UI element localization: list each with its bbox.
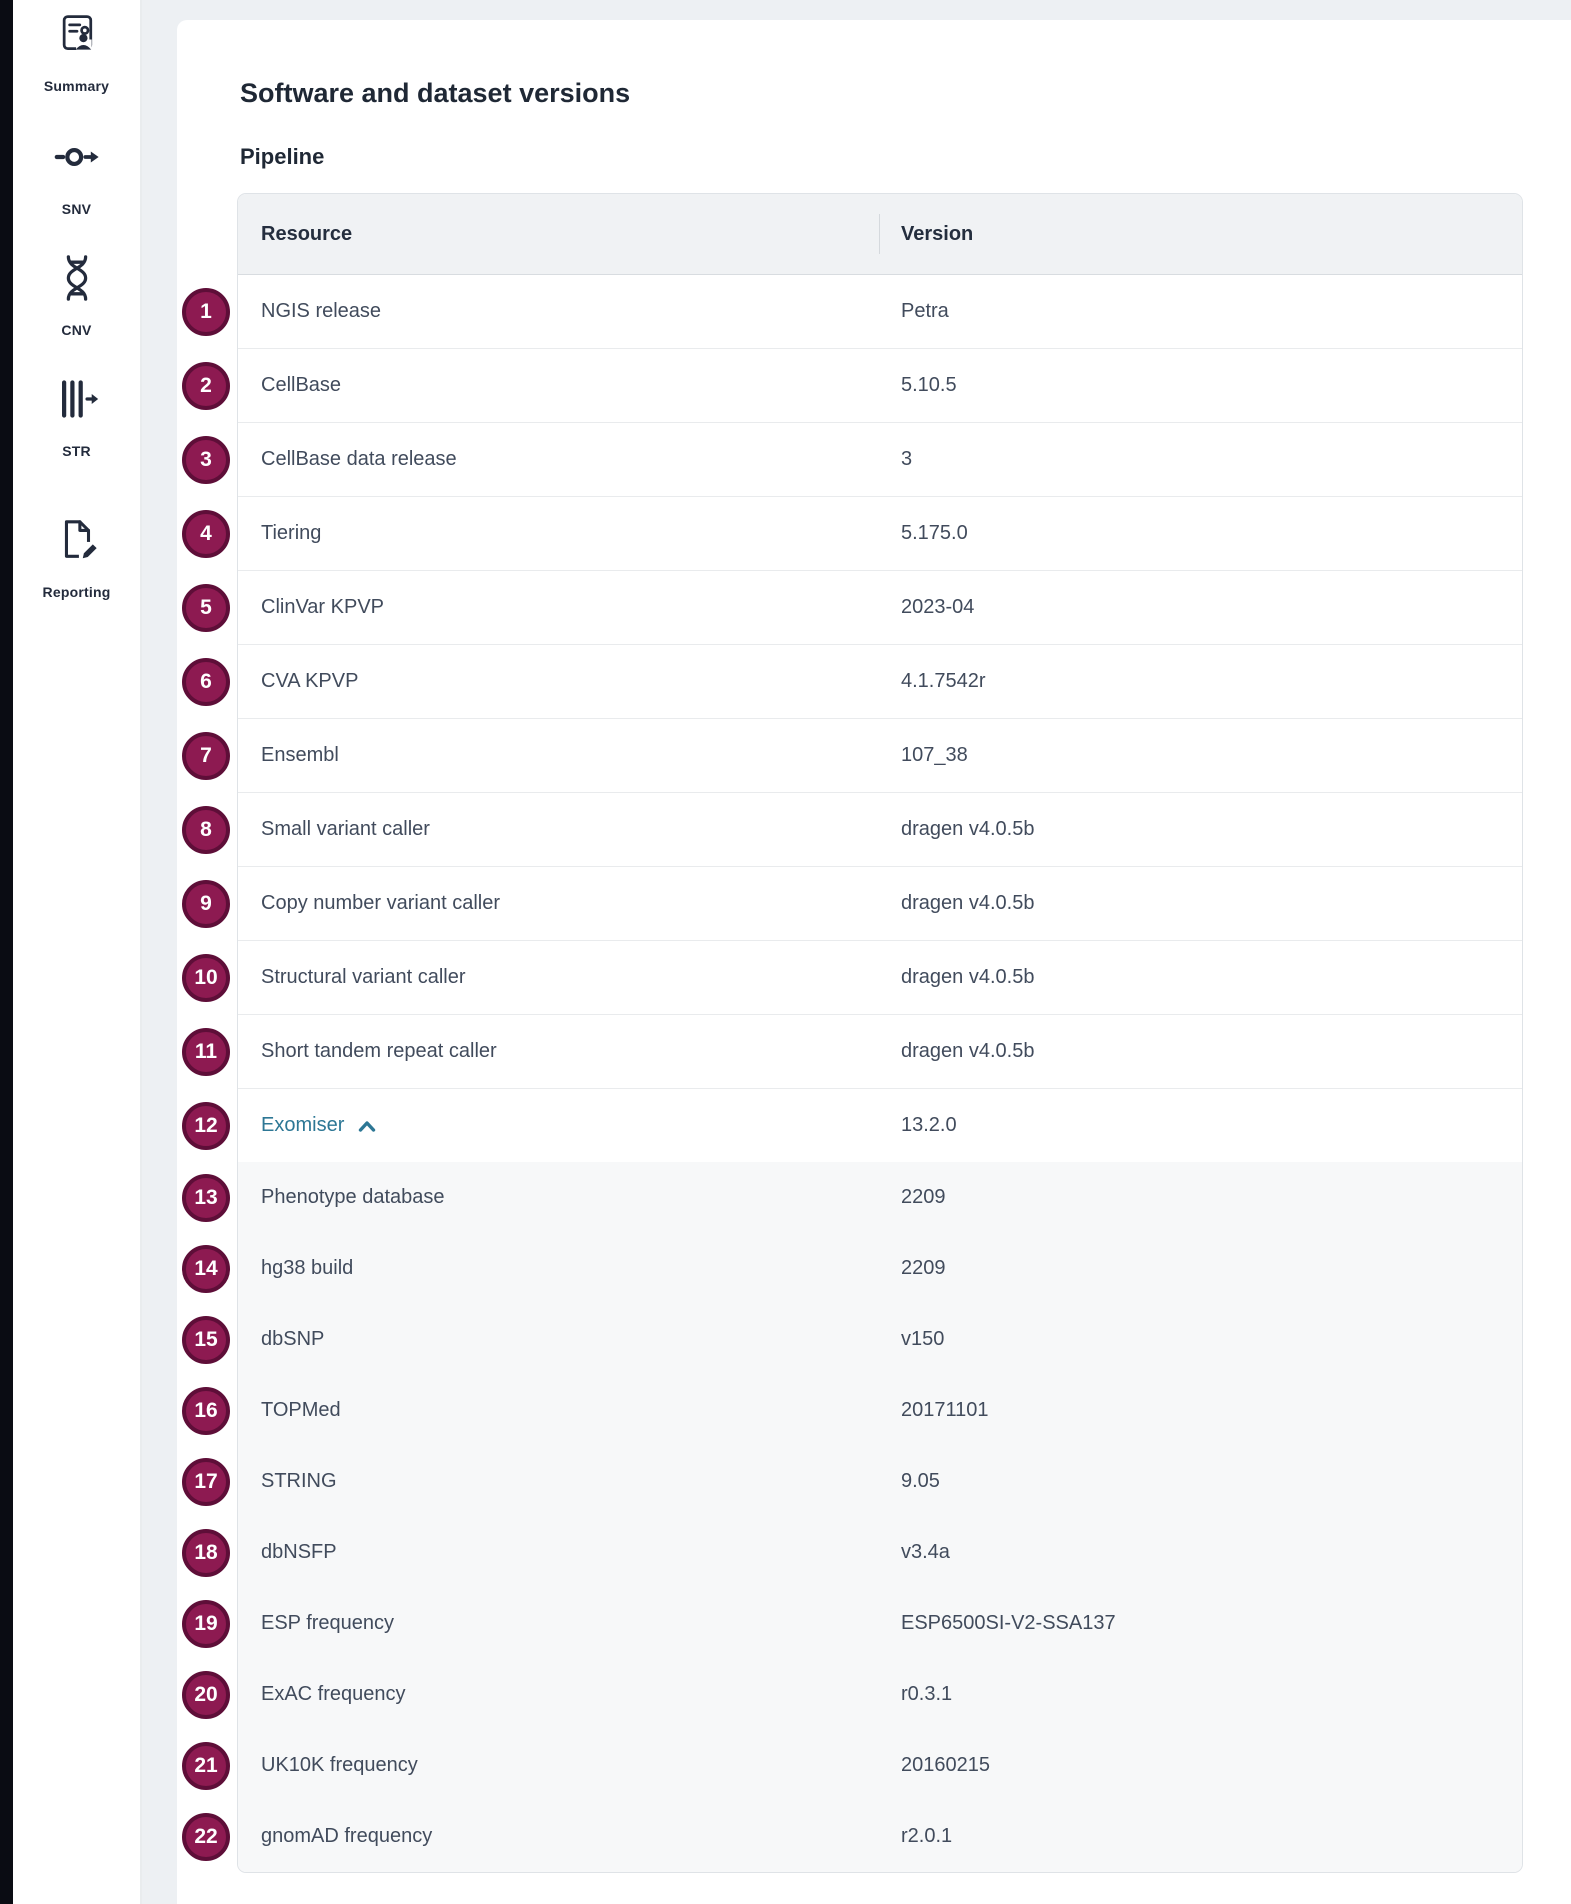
app-edge-strip [0,0,13,1904]
step-number-badge: 10 [182,954,230,1002]
sidebar-item-label: SNV [61,201,92,217]
step-number-badge: 18 [182,1529,230,1577]
step-number-badge: 21 [182,1742,230,1790]
resource-cell: ClinVar KPVP [261,596,385,618]
table-row [194,1375,1522,1446]
summary-report-icon [55,10,99,58]
table-row [200,423,1522,497]
main-panel [177,20,1571,1904]
sidebar-item-label: STR [62,443,91,459]
table-row [200,867,1522,941]
resource-cell: CVA KPVP [261,670,359,692]
table-row [200,719,1522,793]
section-title: Pipeline [240,144,325,169]
resource-cell: CellBase data release [261,448,457,470]
step-number-badge: 3 [182,436,230,484]
version-cell: 5.10.5 [901,374,957,396]
sidebar-item-label: Summary [43,78,110,94]
resource-cell: STRING [261,1470,337,1492]
sidebar-item-str[interactable] [13,375,140,459]
step-number-badge: 1 [182,288,230,336]
step-number-badge: 8 [182,806,230,854]
table-row [200,275,1522,349]
step-number-badge: 20 [182,1671,230,1719]
step-number-badge: 13 [182,1174,230,1222]
resource-cell: CellBase [261,374,342,396]
resource-cell: Copy number variant caller [261,892,500,914]
version-cell: Petra [901,300,949,322]
sidebar-item-label: CNV [61,322,92,338]
version-cell: 107_38 [901,744,968,766]
version-cell: 20160215 [901,1754,990,1776]
table-row [200,497,1522,571]
version-cell: dragen v4.0.5b [901,892,1035,914]
table-body [194,275,1522,1162]
chevron-up-icon[interactable] [358,1119,376,1133]
version-cell: r2.0.1 [901,1825,953,1847]
versions-table [194,193,1523,1873]
document-edit-icon [54,516,100,564]
version-cell: 2209 [901,1257,946,1279]
resource-cell: Structural variant caller [261,966,466,988]
version-cell: dragen v4.0.5b [901,1040,1035,1062]
sidebar-item-snv[interactable] [13,133,140,217]
step-number-badge: 2 [182,362,230,410]
table-row [194,1162,1522,1233]
resource-cell: Ensembl [261,744,339,766]
step-number-badge: 9 [182,880,230,928]
table-row [194,1015,1522,1089]
dna-helix-icon [54,254,100,302]
table-row [200,793,1522,867]
table-row [200,645,1522,719]
step-number-badge: 7 [182,732,230,780]
sidebar [13,0,142,1904]
version-cell: 5.175.0 [901,522,968,544]
step-number-badge: 22 [182,1813,230,1861]
sidebar-item-summary[interactable] [13,10,140,94]
resource-cell: hg38 build [261,1257,354,1279]
resource-cell: UK10K frequency [261,1754,418,1776]
table-row [194,941,1522,1015]
sidebar-item-cnv[interactable] [13,254,140,338]
version-cell: 9.05 [901,1470,940,1492]
table-row [194,1446,1522,1517]
resource-cell: TOPMed [261,1399,341,1421]
version-cell: v150 [901,1328,945,1350]
table-row [194,1304,1522,1375]
resource-cell: Phenotype database [261,1186,445,1208]
step-number-badge: 14 [182,1245,230,1293]
step-number-badge: 19 [182,1600,230,1648]
resource-cell: NGIS release [261,300,382,322]
step-number-badge: 11 [182,1028,230,1076]
version-cell: 4.1.7542r [901,670,986,692]
table-row [194,1233,1522,1304]
table-row [194,1730,1522,1801]
column-header-resource: Resource [261,222,353,245]
table-row-expandable [194,1089,1522,1162]
resource-cell: gnomAD frequency [261,1825,433,1847]
resource-cell: dbNSFP [261,1541,337,1563]
step-number-badge: 17 [182,1458,230,1506]
resource-cell: dbSNP [261,1328,325,1350]
tandem-repeat-icon [54,375,100,423]
step-number-badge: 16 [182,1387,230,1435]
version-cell: v3.4a [901,1541,950,1563]
version-cell: 3 [901,448,913,470]
version-cell: r0.3.1 [901,1683,953,1705]
table-header [238,194,1522,275]
version-cell: ESP6500SI-V2-SSA137 [901,1612,1116,1634]
step-number-badge: 4 [182,510,230,558]
column-header-version: Version [901,222,974,245]
exomiser-expand-link[interactable]: Exomiser [261,1089,376,1162]
version-cell: 13.2.0 [901,1114,957,1136]
step-number-badge: 15 [182,1316,230,1364]
resource-cell: Short tandem repeat caller [261,1040,497,1062]
resource-cell: ExAC frequency [261,1683,406,1705]
table-row [200,571,1522,645]
sidebar-item-reporting[interactable] [13,516,140,600]
step-number-badge: 12 [182,1102,230,1150]
step-number-badge: 6 [182,658,230,706]
snv-variant-icon [54,133,100,181]
resource-cell: ESP frequency [261,1612,395,1634]
table-row [194,1588,1522,1659]
version-cell: dragen v4.0.5b [901,966,1035,988]
column-divider [879,214,880,254]
page-title: Software and dataset versions [240,78,631,108]
exomiser-sub-rows [194,1162,1522,1872]
version-cell: 2023-04 [901,596,975,618]
step-number-badge: 5 [182,584,230,632]
sidebar-item-label: Reporting [42,584,111,600]
table-row [200,349,1522,423]
resource-cell: Small variant caller [261,818,430,840]
table-row [194,1659,1522,1730]
version-cell: dragen v4.0.5b [901,818,1035,840]
resource-cell: Tiering [261,522,322,544]
table-row [194,1517,1522,1588]
version-cell: 20171101 [901,1399,989,1421]
version-cell: 2209 [901,1186,946,1208]
table-row [194,1801,1522,1872]
